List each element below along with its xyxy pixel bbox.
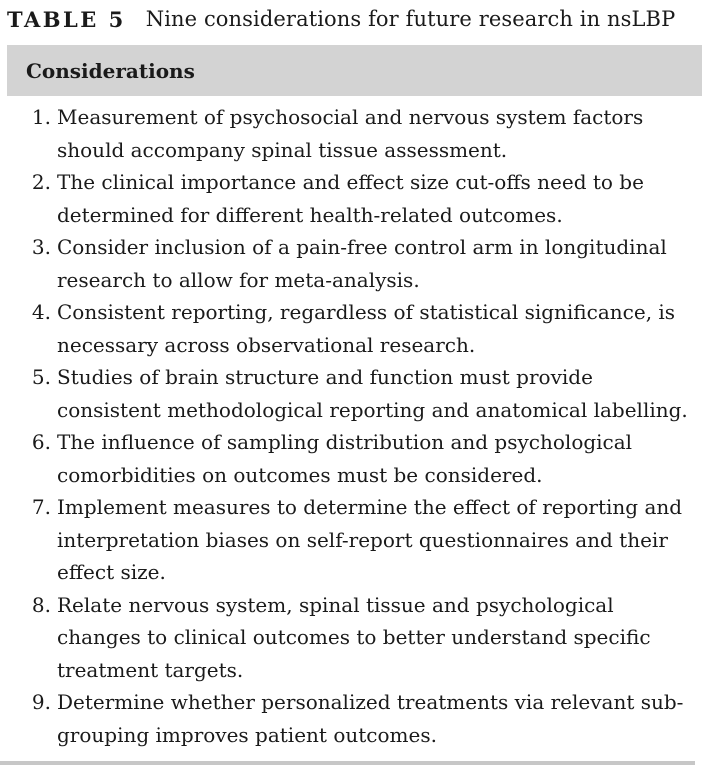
table-bottom-rule <box>0 761 695 765</box>
item-number: 8. <box>31 592 51 617</box>
item-text: Determine whether personalized treatments via relevant sub- grouping improves patient outcomes. <box>57 690 684 747</box>
table-5 <box>7 0 702 751</box>
column-header-label: Considerations <box>26 58 195 83</box>
column-header <box>7 45 702 96</box>
table-title: Nine considerations for future research in nsLBP <box>145 7 676 31</box>
list-item <box>7 166 702 231</box>
item-text: Relate nervous system, spinal tissue and psychological changes to clinical outcomes to better understand specific treatment targets. <box>57 592 651 682</box>
item-number: 2. <box>31 170 51 194</box>
item-text: Consider inclusion of a pain-free control arm in longitudinal research to allow for meta-analysis. <box>57 235 667 292</box>
item-text: Consistent reporting, regardless of statistical significance, is necessary across observational research. <box>57 300 676 357</box>
considerations-list <box>7 96 702 751</box>
item-number: 6. <box>31 430 51 454</box>
list-item <box>7 101 702 166</box>
item-text: The influence of sampling distribution and psychological comorbidities on outcomes must be considered. <box>57 430 633 487</box>
item-number: 1. <box>31 105 51 129</box>
item-number: 5. <box>31 365 51 389</box>
list-item <box>7 426 702 491</box>
table-label: TABLE 5 <box>7 6 126 32</box>
list-item <box>7 296 702 361</box>
item-number: 4. <box>31 300 51 324</box>
list-item <box>7 231 702 296</box>
item-number: 7. <box>31 495 51 519</box>
item-number: 9. <box>31 690 51 714</box>
table-caption <box>7 0 702 38</box>
item-text: The clinical importance and effect size cut-offs need to be determined for different health-related outcomes. <box>57 170 644 227</box>
list-item <box>7 686 702 751</box>
list-item <box>7 491 702 589</box>
list-item <box>7 589 702 687</box>
item-number: 3. <box>31 235 51 259</box>
item-text: Implement measures to determine the effect of reporting and interpretation biases on self-report questionnaires and their effect size. <box>57 495 683 584</box>
list-item <box>7 361 702 426</box>
item-text: Studies of brain structure and function must provide consistent methodological reporting and anatomical labelling. <box>57 365 688 422</box>
item-text: Measurement of psychosocial and nervous system factors should accompany spinal tissue assessment. <box>57 105 644 162</box>
